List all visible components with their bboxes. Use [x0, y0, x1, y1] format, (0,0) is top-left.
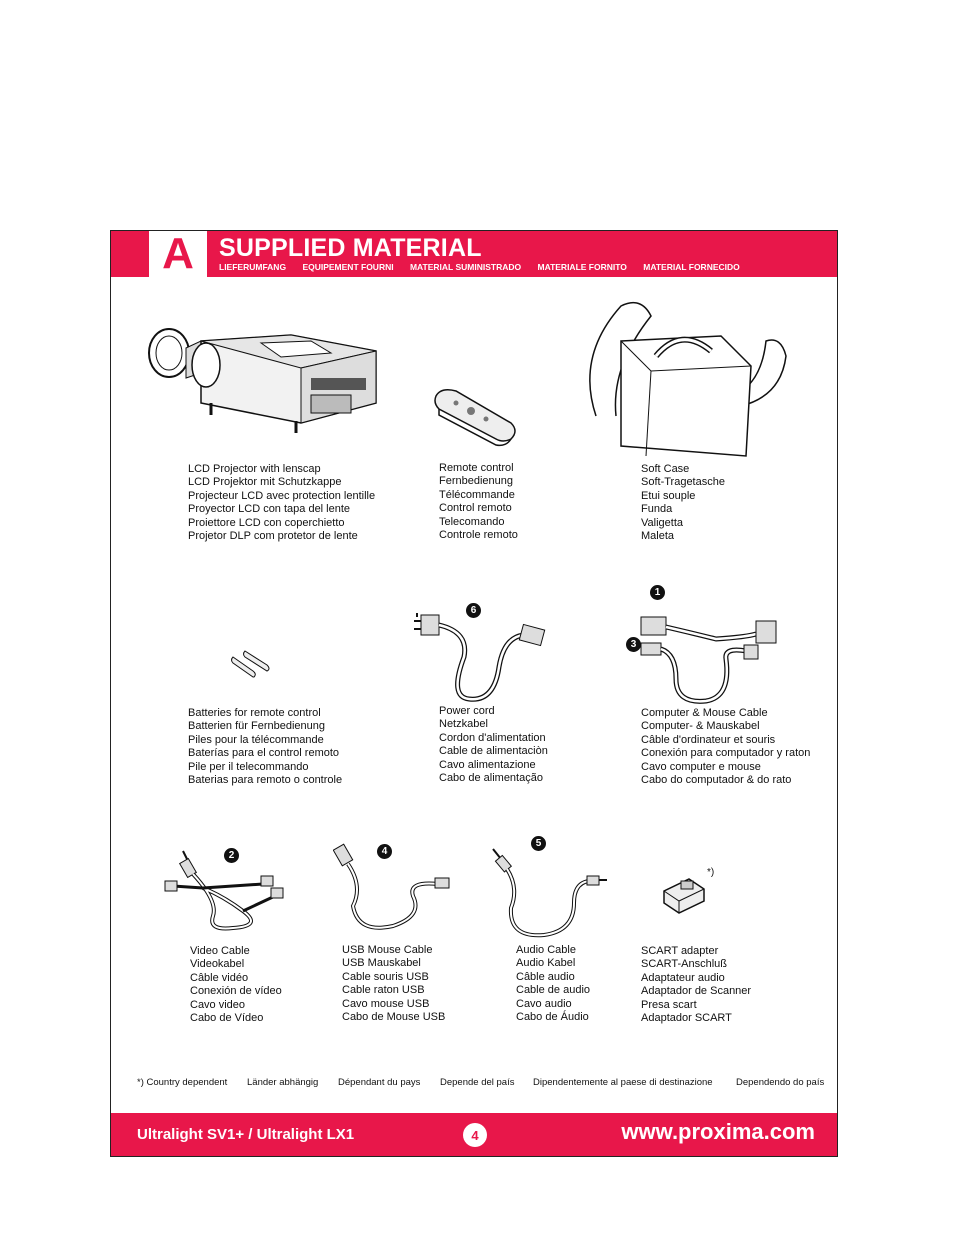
caption-line: Power cord — [439, 705, 495, 717]
usbcable-illustration — [333, 836, 453, 936]
caption-line: Soft-Tragetasche — [641, 476, 725, 489]
caption-line: Maleta — [641, 530, 675, 543]
projector-illustration — [141, 323, 401, 453]
badge-6: 6 — [466, 603, 481, 618]
caption-line: USB Mouse Cable — [342, 944, 433, 956]
caption-line: LCD Projektor mit Schutzkappe — [188, 476, 342, 489]
caption-line: Cordon d'alimentation — [439, 731, 546, 744]
caption-line: Computer- & Mauskabel — [641, 720, 760, 733]
caption-line: Valigetta — [641, 516, 683, 529]
caption-line: Cabo de Mouse USB — [342, 1011, 446, 1024]
caption-line: Proiettore LCD con coperchietto — [188, 516, 345, 529]
caption-line: Audio Kabel — [516, 957, 576, 970]
powercord-illustration — [409, 607, 554, 707]
badge-3: 3 — [626, 637, 641, 652]
computercable-illustration — [636, 609, 786, 709]
projector-caption — [188, 463, 375, 543]
footnote-en: *) Country dependent — [137, 1077, 228, 1088]
caption-line: Baterías para el control remoto — [188, 747, 340, 760]
section-title: SUPPLIED MATERIAL — [219, 234, 482, 262]
model-name: Ultralight SV1+ / Ultralight LX1 — [137, 1126, 355, 1143]
caption-line: Câble vidéo — [190, 971, 249, 984]
caption-line: Projecteur LCD avec protection lentille — [188, 489, 376, 502]
audiocable-illustration — [489, 843, 609, 943]
badge-5: 5 — [531, 836, 546, 851]
page-frame — [110, 230, 838, 1157]
caption-line: Cavo video — [190, 998, 246, 1011]
badge-4: 4 — [377, 844, 392, 859]
batteries-caption — [188, 707, 342, 787]
remote-illustration — [431, 381, 521, 451]
subtitle-it: MATERIALE FORNITO — [537, 262, 627, 272]
caption-line: Câble d'ordinateur et souris — [641, 733, 776, 746]
caption-line: LCD Projector with lenscap — [188, 463, 321, 475]
section-letter: A — [162, 229, 194, 278]
caption-line: Cable de alimentaciòn — [439, 745, 548, 758]
footnote-es: Depende del país — [440, 1077, 515, 1088]
caption-line: Cabo de alimentação — [439, 772, 543, 785]
caption-line: Videokabel — [190, 958, 245, 971]
caption-line: Audio Cable — [516, 944, 576, 956]
caption-line: Cavo computer e mouse — [641, 760, 761, 773]
caption-line: Cabo de Vídeo — [190, 1012, 264, 1025]
subtitle-de: LIEFERUMFANG — [219, 262, 287, 272]
remote-caption — [439, 462, 518, 542]
caption-line: USB Mauskabel — [342, 957, 421, 970]
caption-line: Baterias para remoto o controle — [188, 774, 343, 787]
caption-line: Télécommande — [439, 488, 515, 501]
scart-illustration — [659, 871, 709, 916]
caption-line: Cabo do computador & do rato — [641, 774, 792, 787]
softcase-caption — [641, 463, 725, 543]
caption-line: Soft Case — [641, 463, 690, 475]
badge-1: 1 — [650, 585, 665, 600]
caption-line: Presa scart — [641, 998, 697, 1011]
caption-line: Funda — [641, 503, 673, 516]
caption-line: Proyector LCD con tapa del lente — [188, 503, 351, 516]
footnote-it: Dipendentemente al paese di destinazione — [533, 1077, 713, 1088]
subtitle-es: MATERIAL SUMINISTRADO — [409, 262, 522, 272]
page-footer — [111, 1113, 837, 1156]
scart-caption — [641, 945, 751, 1025]
caption-line: Conexión de vídeo — [190, 985, 282, 998]
computercable-caption — [641, 707, 810, 787]
scart-note-mark: *) — [707, 867, 715, 878]
caption-line: Telecomando — [439, 515, 505, 528]
caption-line: Câble audio — [516, 970, 575, 983]
caption-line: Remote control — [439, 462, 514, 474]
caption-line: Batterien für Fernbedienung — [188, 720, 325, 733]
caption-line: Fernbedienung — [439, 475, 514, 488]
caption-line: Cabo de Áudio — [516, 1011, 589, 1024]
footnote-de: Länder abhängig — [247, 1077, 319, 1088]
caption-line: Adaptador SCART — [641, 1012, 732, 1025]
caption-line: SCART adapter — [641, 945, 719, 957]
powercord-caption — [439, 705, 548, 785]
batteries-illustration — [229, 649, 274, 679]
caption-line: Cable souris USB — [342, 970, 429, 983]
usbcable-caption — [342, 944, 445, 1024]
footnote-pt: Dependendo do país — [736, 1077, 825, 1088]
badge-2: 2 — [224, 848, 239, 863]
caption-line: Conexión para computador y raton — [641, 747, 811, 760]
softcase-illustration — [581, 296, 801, 466]
caption-line: Netzkabel — [439, 718, 488, 731]
page-number: 4 — [463, 1123, 487, 1147]
subtitle-fr: EQUIPEMENT FOURNI — [302, 262, 394, 272]
caption-line: Piles pour la télécommande — [188, 733, 324, 746]
caption-line: Batteries for remote control — [188, 707, 321, 719]
caption-line: Adaptateur audio — [641, 971, 725, 984]
caption-line: Cavo audio — [516, 997, 572, 1010]
caption-line: Cable de audio — [516, 984, 591, 997]
caption-line: SCART-Anschluß — [641, 958, 727, 971]
caption-line: Etui souple — [641, 489, 696, 502]
caption-line: Control remoto — [439, 502, 512, 515]
caption-line: Cable raton USB — [342, 984, 425, 997]
caption-line: Cavo mouse USB — [342, 997, 430, 1010]
audiocable-caption — [516, 944, 590, 1024]
subtitle-pt: MATERIAL FORNECIDO — [643, 262, 740, 272]
caption-line: Cavo alimentazione — [439, 758, 536, 771]
footnote-fr: Dépendant du pays — [338, 1077, 421, 1088]
section-subtitles — [219, 262, 754, 272]
videocable-caption — [190, 945, 282, 1025]
caption-line: Video Cable — [190, 945, 250, 957]
website-link[interactable]: www.proxima.com — [621, 1119, 815, 1144]
caption-line: Pile per il telecommando — [188, 760, 309, 773]
caption-line: Computer & Mouse Cable — [641, 707, 768, 719]
caption-line: Controle remoto — [439, 529, 518, 542]
section-header — [111, 231, 837, 277]
caption-line: Adaptador de Scanner — [641, 985, 752, 998]
caption-line: Projetor DLP com protetor de lente — [188, 530, 358, 543]
section-letter-box — [149, 231, 207, 277]
